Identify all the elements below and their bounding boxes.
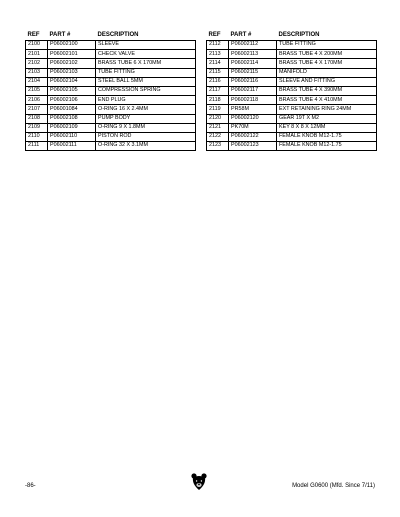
cell-ref: 2118 xyxy=(207,96,229,105)
table-row xyxy=(207,96,377,105)
header-part: PART # xyxy=(230,32,252,38)
cell-part-number: P06002103 xyxy=(48,68,96,77)
cell-ref: 2110 xyxy=(26,132,48,141)
cell-part-number: P06002113 xyxy=(229,50,277,59)
cell-description: O-RING 16 X 2.4MM xyxy=(96,105,196,114)
parts-table-left xyxy=(25,31,196,151)
cell-ref: 2116 xyxy=(207,77,229,86)
table-row xyxy=(207,86,377,95)
cell-part-number: P06002114 xyxy=(229,59,277,68)
cell-description: BRASS TUBE 4 X 410MM xyxy=(277,96,377,105)
table-row xyxy=(207,59,377,68)
cell-part-number: P06002120 xyxy=(229,114,277,123)
cell-description: GEAR 19T X M2 xyxy=(277,114,377,123)
cell-part-number: P06001084 xyxy=(48,105,96,114)
cell-part-number: PR58M xyxy=(229,105,277,114)
header-ref: REF xyxy=(27,32,40,38)
cell-ref: 2105 xyxy=(26,86,48,95)
header-description: DESCRIPTION xyxy=(278,32,320,38)
table-header-row xyxy=(26,31,196,41)
header-part: PART # xyxy=(49,32,71,38)
table-row xyxy=(207,41,377,50)
cell-ref: 2115 xyxy=(207,68,229,77)
cell-description: EXT RETAINING RING 24MM xyxy=(277,105,377,114)
cell-part-number: P06002117 xyxy=(229,86,277,95)
cell-ref: 2114 xyxy=(207,59,229,68)
cell-description: MANIFOLD xyxy=(277,68,377,77)
cell-description: O-RING 32 X 3.1MM xyxy=(96,142,196,151)
cell-part-number: P06002104 xyxy=(48,77,96,86)
cell-description: CHECK VALVE xyxy=(96,50,196,59)
cell-description: BRASS TUBE 4 X 200MM xyxy=(277,50,377,59)
cell-ref: 2102 xyxy=(26,59,48,68)
cell-part-number: P06002122 xyxy=(229,132,277,141)
cell-description: END PLUG xyxy=(96,96,196,105)
cell-ref: 2104 xyxy=(26,77,48,86)
cell-part-number: P06002123 xyxy=(229,142,277,151)
cell-description: KEY 8 X 8 X 12MM xyxy=(277,123,377,132)
table-row xyxy=(26,59,196,68)
cell-description: O-RING 9 X 1.8MM xyxy=(96,123,196,132)
cell-ref: 2119 xyxy=(207,105,229,114)
cell-description: BRASS TUBE 4 X 170MM xyxy=(277,59,377,68)
table-row xyxy=(26,41,196,50)
cell-ref: 2100 xyxy=(26,41,48,50)
cell-description: SLEEVE xyxy=(96,41,196,50)
cell-part-number: P06002111 xyxy=(48,142,96,151)
cell-description: FEMALE KNOB M12-1.75 xyxy=(277,132,377,141)
table-row xyxy=(26,50,196,59)
table-row xyxy=(26,123,196,132)
cell-ref: 2113 xyxy=(207,50,229,59)
table-row xyxy=(207,114,377,123)
table-row xyxy=(26,105,196,114)
table-row xyxy=(26,132,196,141)
cell-description: FEMALE KNOB M12-1.75 xyxy=(277,142,377,151)
table-row xyxy=(26,86,196,95)
cell-description: TUBE FITTING xyxy=(96,68,196,77)
cell-part-number: P06002116 xyxy=(229,77,277,86)
cell-part-number: P06002112 xyxy=(229,41,277,50)
header-description: DESCRIPTION xyxy=(97,32,139,38)
cell-description: PUMP BODY xyxy=(96,114,196,123)
cell-part-number: P06002118 xyxy=(229,96,277,105)
parts-tables xyxy=(25,31,375,151)
cell-description: STEEL BALL 5MM xyxy=(96,77,196,86)
table-row xyxy=(26,114,196,123)
cell-description: BRASS TUBE 6 X 170MM xyxy=(96,59,196,68)
cell-ref: 2103 xyxy=(26,68,48,77)
cell-description: BRASS TUBE 4 X 390MM xyxy=(277,86,377,95)
cell-ref: 2101 xyxy=(26,50,48,59)
cell-ref: 2123 xyxy=(207,142,229,151)
cell-ref: 2121 xyxy=(207,123,229,132)
cell-ref: 2108 xyxy=(26,114,48,123)
cell-description: TUBE FITTING xyxy=(277,41,377,50)
table-row xyxy=(26,96,196,105)
cell-part-number: P06002106 xyxy=(48,96,96,105)
table-row xyxy=(26,68,196,77)
table-row xyxy=(26,142,196,151)
cell-part-number: P06002109 xyxy=(48,123,96,132)
table-row xyxy=(207,105,377,114)
cell-ref: 2107 xyxy=(26,105,48,114)
table-header-row xyxy=(207,31,377,41)
cell-ref: 2109 xyxy=(26,123,48,132)
cell-description: PISTON ROD xyxy=(96,132,196,141)
table-row xyxy=(207,68,377,77)
cell-ref: 2122 xyxy=(207,132,229,141)
parts-table-right xyxy=(206,31,377,151)
cell-description: COMPRESSION SPRING xyxy=(96,86,196,95)
header-ref: REF xyxy=(208,32,221,38)
cell-ref: 2112 xyxy=(207,41,229,50)
cell-ref: 2106 xyxy=(26,96,48,105)
cell-part-number: P06002108 xyxy=(48,114,96,123)
table-row xyxy=(207,132,377,141)
cell-part-number: P06002101 xyxy=(48,50,96,59)
cell-ref: 2111 xyxy=(26,142,48,151)
table-row xyxy=(207,50,377,59)
cell-description: SLEEVE AND FITTING xyxy=(277,77,377,86)
cell-part-number: P06002110 xyxy=(48,132,96,141)
model-info: Model G0600 (Mfd. Since 7/11) xyxy=(292,483,375,489)
table-row xyxy=(26,77,196,86)
cell-part-number: PK70M xyxy=(229,123,277,132)
page-number: -86- xyxy=(25,483,36,489)
cell-part-number: P06002100 xyxy=(48,41,96,50)
table-row xyxy=(207,77,377,86)
cell-ref: 2117 xyxy=(207,86,229,95)
cell-ref: 2120 xyxy=(207,114,229,123)
cell-part-number: P06002105 xyxy=(48,86,96,95)
cell-part-number: P06002115 xyxy=(229,68,277,77)
bear-head-icon xyxy=(191,473,207,491)
table-row xyxy=(207,142,377,151)
cell-part-number: P06002102 xyxy=(48,59,96,68)
page-footer xyxy=(25,467,375,491)
table-row xyxy=(207,123,377,132)
